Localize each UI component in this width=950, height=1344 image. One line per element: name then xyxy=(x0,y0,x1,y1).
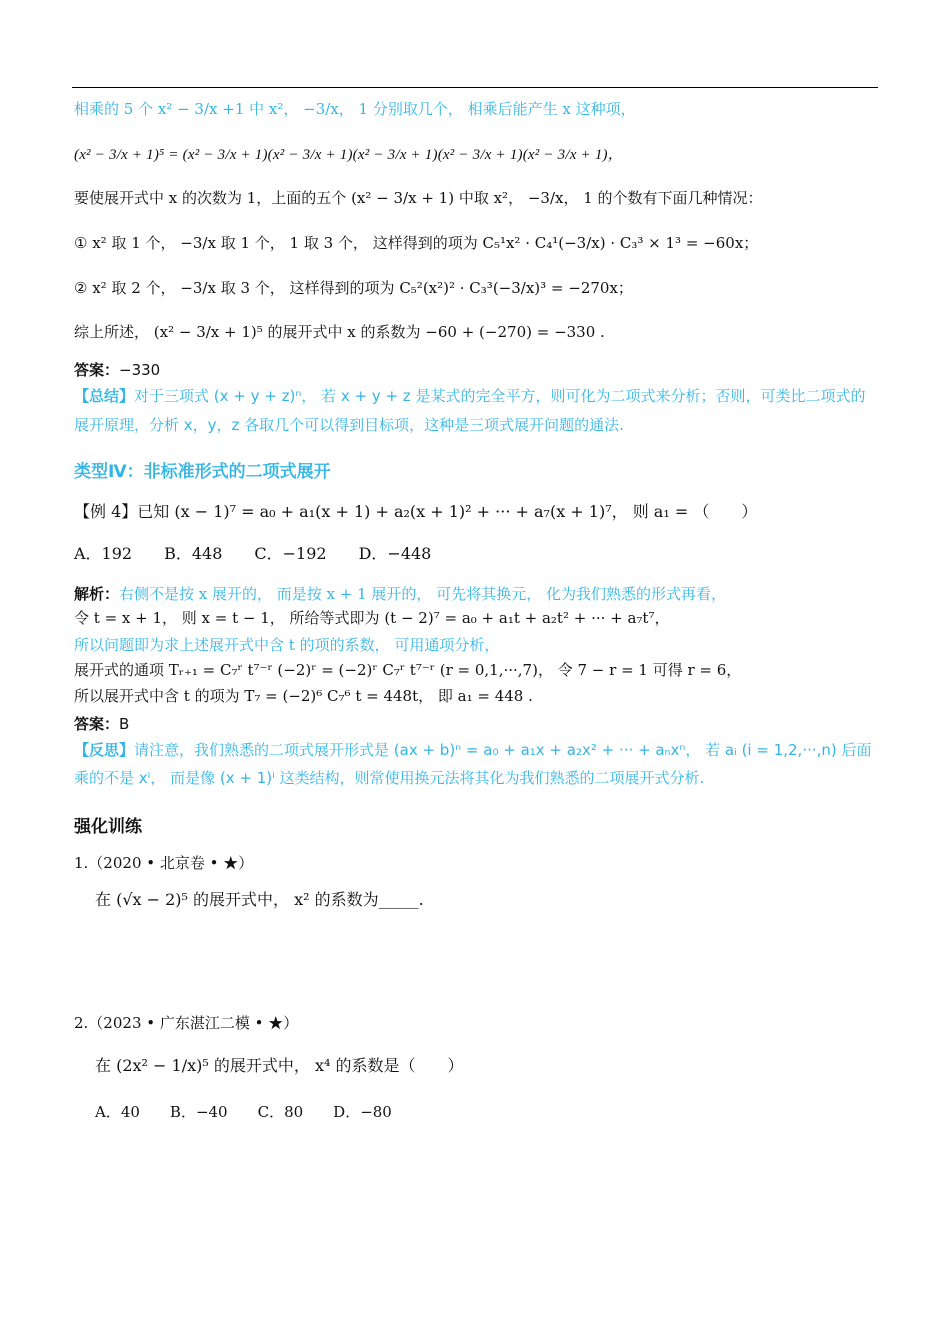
answer-label: 答案： xyxy=(74,361,120,379)
analysis-line-4: 展开式的通项 Tᵣ₊₁ = C₇ʳ t⁷⁻ʳ (−2)ʳ = (−2)ʳ C₇ʳ t⁷⁻ʳ (r = 0,1,···,7)， 令 7 − r = 1 可得 r = 6， xyxy=(74,661,742,679)
solution-case-1: ① x² 取 1 个， −3/x 取 1 个， 1 取 3 个， 这样得到的项为 C₅¹x² · C₄¹(−3/x) · C₃³ × 1³ = −60x； xyxy=(74,234,759,252)
solution-line-3: 要使展开式中 x 的次数为 1，上面的五个 (x² − 3/x + 1) 中取 x²， −3/x， 1 的个数有下面几种情况： xyxy=(74,189,763,207)
solution-expansion-line: (x² − 3/x + 1)⁵ = (x² − 3/x + 1)(x² − 3/x + 1)(x² − 3/x + 1)(x² − 3/x + 1)(x² − 3/x + 1)， xyxy=(74,147,623,163)
training-heading: 强化训练 xyxy=(74,817,142,837)
solution-summary: 综上所述， (x² − 3/x + 1)⁵ 的展开式中 x 的系数为 −60 + (−270) = −330 . xyxy=(74,323,605,341)
analysis-line-2: 令 t = x + 1， 则 x = t − 1， 所给等式即为 (t − 2)⁷ = a₀ + a₁t + a₂t² + ··· + a₇t⁷， xyxy=(74,609,670,627)
example-options: A．192 B．448 C．−192 D．−448 xyxy=(74,544,432,563)
solution-line-1: 相乘的 5 个 x² − 3/x +1 中 x²， −3/x， 1 分别取几个， 相乘后能产生 x 这种项， xyxy=(74,100,636,118)
top-rule xyxy=(72,87,878,88)
question-1-header: 1.（2020 • 北京卷 • ★） xyxy=(74,854,254,872)
example-label: 【例 4】 xyxy=(74,502,138,521)
solution-case-2: ② x² 取 2 个， −3/x 取 3 个， 这样得到的项为 C₅²(x²)² · C₃³(−3/x)³ = −270x； xyxy=(74,279,633,297)
answer-value: −330 xyxy=(119,361,161,379)
analysis-line-5: 所以展开式中含 t 的项为 T₇ = (−2)⁶ C₇⁶ t = 448t， 即 a₁ = 448 . xyxy=(74,687,533,705)
question-1-text: 在 (√x − 2)⁵ 的展开式中， x² 的系数为_____. xyxy=(95,890,424,909)
analysis-text-1: 右侧不是按 x 展开的， 而是按 x + 1 展开的， 可先将其换元， 化为我们熟悉的形式再看， xyxy=(119,585,726,603)
reflection-block xyxy=(74,736,880,792)
question-2-options: A．40 B．−40 C．80 D．−80 xyxy=(95,1103,392,1121)
conclusion-text: 对于三项式 (x + y + z)ⁿ， 若 x + y + z 是某式的完全平方，则可化为二项式来分析；否则，可类比二项式的展开原理，分析 x，y，z 各取几个可以得到目标项，这种是三项式展开问题的通法. xyxy=(74,387,866,434)
conclusion-block xyxy=(74,382,880,440)
answer-label-2: 答案： xyxy=(74,715,120,733)
example-4 xyxy=(74,501,757,523)
reflection-label: 【反思】 xyxy=(74,741,135,759)
answer-row-1 xyxy=(74,359,160,381)
question-2-text: 在 (2x² − 1/x)⁵ 的展开式中， x⁴ 的系数是（ ） xyxy=(95,1056,464,1075)
answer-row-2 xyxy=(74,713,129,735)
analysis-label: 解析： xyxy=(74,585,120,603)
conclusion-label: 【总结】 xyxy=(74,387,135,405)
example-text: 已知 (x − 1)⁷ = a₀ + a₁(x + 1) + a₂(x + 1)² + ··· + a₇(x + 1)⁷， 则 a₁ = （ ） xyxy=(137,502,758,521)
reflection-text: 请注意，我们熟悉的二项式展开形式是 (ax + b)ⁿ = a₀ + a₁x + a₂x² + ··· + aₙxⁿ， 若 aᵢ (i = 1,2,···,n) 后面乘的不是 xⁱ， 而是像 (x + 1)ⁱ 这类结构，则常使用换元法将其化为我们熟悉的二项展开式分析. xyxy=(74,741,872,787)
answer-value-2: B xyxy=(119,715,130,733)
section-heading-type4: 类型Ⅳ：非标准形式的二项式展开 xyxy=(74,462,331,482)
analysis-line-3: 所以问题即为求上述展开式中含 t 的项的系数， 可用通项分析， xyxy=(74,636,500,654)
analysis-line-1 xyxy=(74,583,726,605)
question-2-header: 2.（2023 • 广东湛江二模 • ★） xyxy=(74,1014,299,1032)
